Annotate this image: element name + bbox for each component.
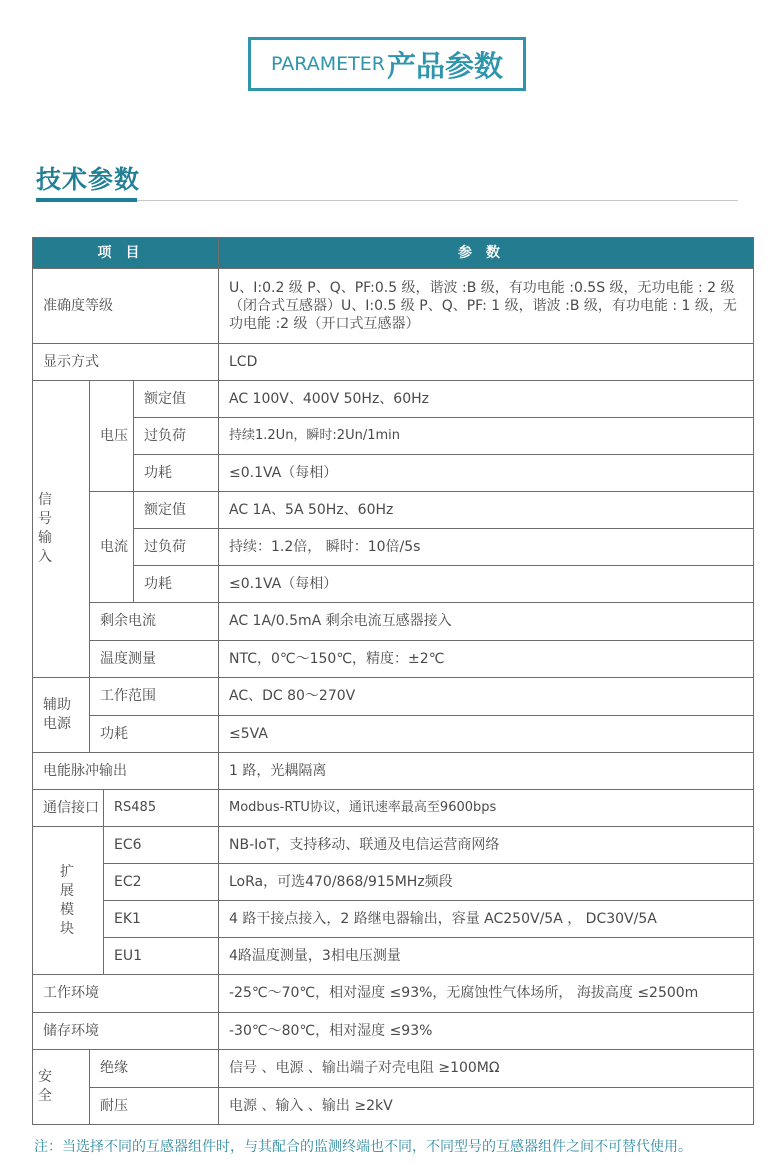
- row-value: AC、DC 80～270V: [219, 678, 754, 716]
- row-value: AC 100V、400V 50Hz、60Hz: [219, 381, 754, 418]
- row-label: 额定值: [134, 381, 219, 418]
- table-row: [33, 716, 754, 753]
- row-label: 耐压: [90, 1088, 219, 1125]
- module-name: EC6: [104, 827, 219, 864]
- row-value: 1 路，光耦隔离: [219, 753, 754, 790]
- row-label: 剩余电流: [90, 603, 219, 641]
- row-group-label: 安全: [33, 1050, 90, 1125]
- table-row: [33, 901, 754, 938]
- section-title: 技术参数: [36, 165, 141, 194]
- module-name: EK1: [104, 901, 219, 938]
- row-label: 电能脉冲输出: [33, 753, 219, 790]
- row-subgroup-label: 电流: [90, 492, 134, 603]
- table-row: [33, 529, 754, 566]
- row-value: ≤0.1VA（每相）: [219, 455, 754, 492]
- table-header-row: [33, 238, 754, 269]
- row-value: 电源 、输入 、输出 ≥2kV: [219, 1088, 754, 1125]
- module-name: EC2: [104, 864, 219, 901]
- table-row: [33, 641, 754, 678]
- row-label: 工作范围: [90, 678, 219, 716]
- table-row: [33, 938, 754, 975]
- banner-english-label: PARAMETER: [271, 53, 385, 75]
- row-label: 准确度等级: [33, 269, 219, 344]
- header-item: 项目: [33, 238, 219, 269]
- row-value: ≤0.1VA（每相）: [219, 566, 754, 603]
- row-label: 储存环境: [33, 1013, 219, 1050]
- table-row: [33, 381, 754, 418]
- table-row: [33, 1088, 754, 1125]
- row-value: NTC，0℃～150℃，精度：±2℃: [219, 641, 754, 678]
- table-row: [33, 827, 754, 864]
- table-row: [33, 603, 754, 641]
- row-label: 功耗: [90, 716, 219, 753]
- parameter-banner: [248, 37, 526, 91]
- table-row: [33, 1013, 754, 1050]
- row-value: U、I:0.2 级 P、Q、PF:0.5 级，谐波 :B 级，有功电能 :0.5S 级，无功电能 : 2 级（闭合式互感器）U、I:0.5 级 P、Q、PF: 1 级，谐波 :B 级，有功电能 : 1 级，无功电能 :2 级（开口式互感器）: [219, 269, 754, 344]
- row-label: 过负荷: [134, 418, 219, 455]
- row-sublabel: RS485: [104, 790, 219, 827]
- table-row: [33, 753, 754, 790]
- row-group-label: 辅助电源: [33, 678, 90, 753]
- table-row: [33, 566, 754, 603]
- row-group-label: 信号输入: [33, 381, 90, 678]
- footnote: 注：当选择不同的互感器组件时，与其配合的监测终端也不同，不同型号的互感器组件之间不可替代使用。: [34, 1139, 692, 1155]
- table-row: [33, 492, 754, 529]
- header-param: 参数: [219, 238, 754, 269]
- table-row: [33, 344, 754, 381]
- row-label: 绝缘: [90, 1050, 219, 1088]
- row-value: Modbus-RTU协议，通讯速率最高至9600bps: [219, 790, 754, 827]
- row-subgroup-label: 电压: [90, 381, 134, 492]
- row-label: 额定值: [134, 492, 219, 529]
- row-value: LoRa，可选470/868/915MHz频段: [219, 864, 754, 901]
- row-value: 4路温度测量，3相电压测量: [219, 938, 754, 975]
- table-row: [33, 864, 754, 901]
- title-divider-accent: [36, 198, 137, 202]
- row-value: 信号 、电源 、输出端子对壳电阻 ≥100MΩ: [219, 1050, 754, 1088]
- spec-table: [32, 237, 754, 1125]
- row-label: 通信接口: [33, 790, 104, 827]
- row-value: ≤5VA: [219, 716, 754, 753]
- row-value: -30℃～80℃，相对湿度 ≤93%: [219, 1013, 754, 1050]
- row-label: 过负荷: [134, 529, 219, 566]
- table-row: [33, 455, 754, 492]
- row-label: 功耗: [134, 566, 219, 603]
- banner-chinese-label: 产品参数: [386, 48, 503, 83]
- table-row: [33, 678, 754, 716]
- title-divider: [36, 200, 738, 201]
- row-value: 持续1.2Un，瞬时:2Un/1min: [219, 418, 754, 455]
- row-label: 显示方式: [33, 344, 219, 381]
- table-row: [33, 418, 754, 455]
- table-row: [33, 1050, 754, 1088]
- row-value: -25℃～70℃，相对湿度 ≤93%，无腐蚀性气体场所， 海拔高度 ≤2500m: [219, 975, 754, 1013]
- table-row: [33, 269, 754, 344]
- row-value: AC 1A、5A 50Hz、60Hz: [219, 492, 754, 529]
- table-row: [33, 975, 754, 1013]
- row-value: AC 1A/0.5mA 剩余电流互感器接入: [219, 603, 754, 641]
- row-value: 4 路干接点接入，2 路继电器输出，容量 AC250V/5A ， DC30V/5A: [219, 901, 754, 938]
- row-value: 持续：1.2倍， 瞬时：10倍/5s: [219, 529, 754, 566]
- row-group-label: 扩展模块: [33, 827, 104, 975]
- row-label: 温度测量: [90, 641, 219, 678]
- row-label: 功耗: [134, 455, 219, 492]
- row-value: LCD: [219, 344, 754, 381]
- table-row: [33, 790, 754, 827]
- row-label: 工作环境: [33, 975, 219, 1013]
- module-name: EU1: [104, 938, 219, 975]
- row-value: NB-IoT，支持移动、联通及电信运营商网络: [219, 827, 754, 864]
